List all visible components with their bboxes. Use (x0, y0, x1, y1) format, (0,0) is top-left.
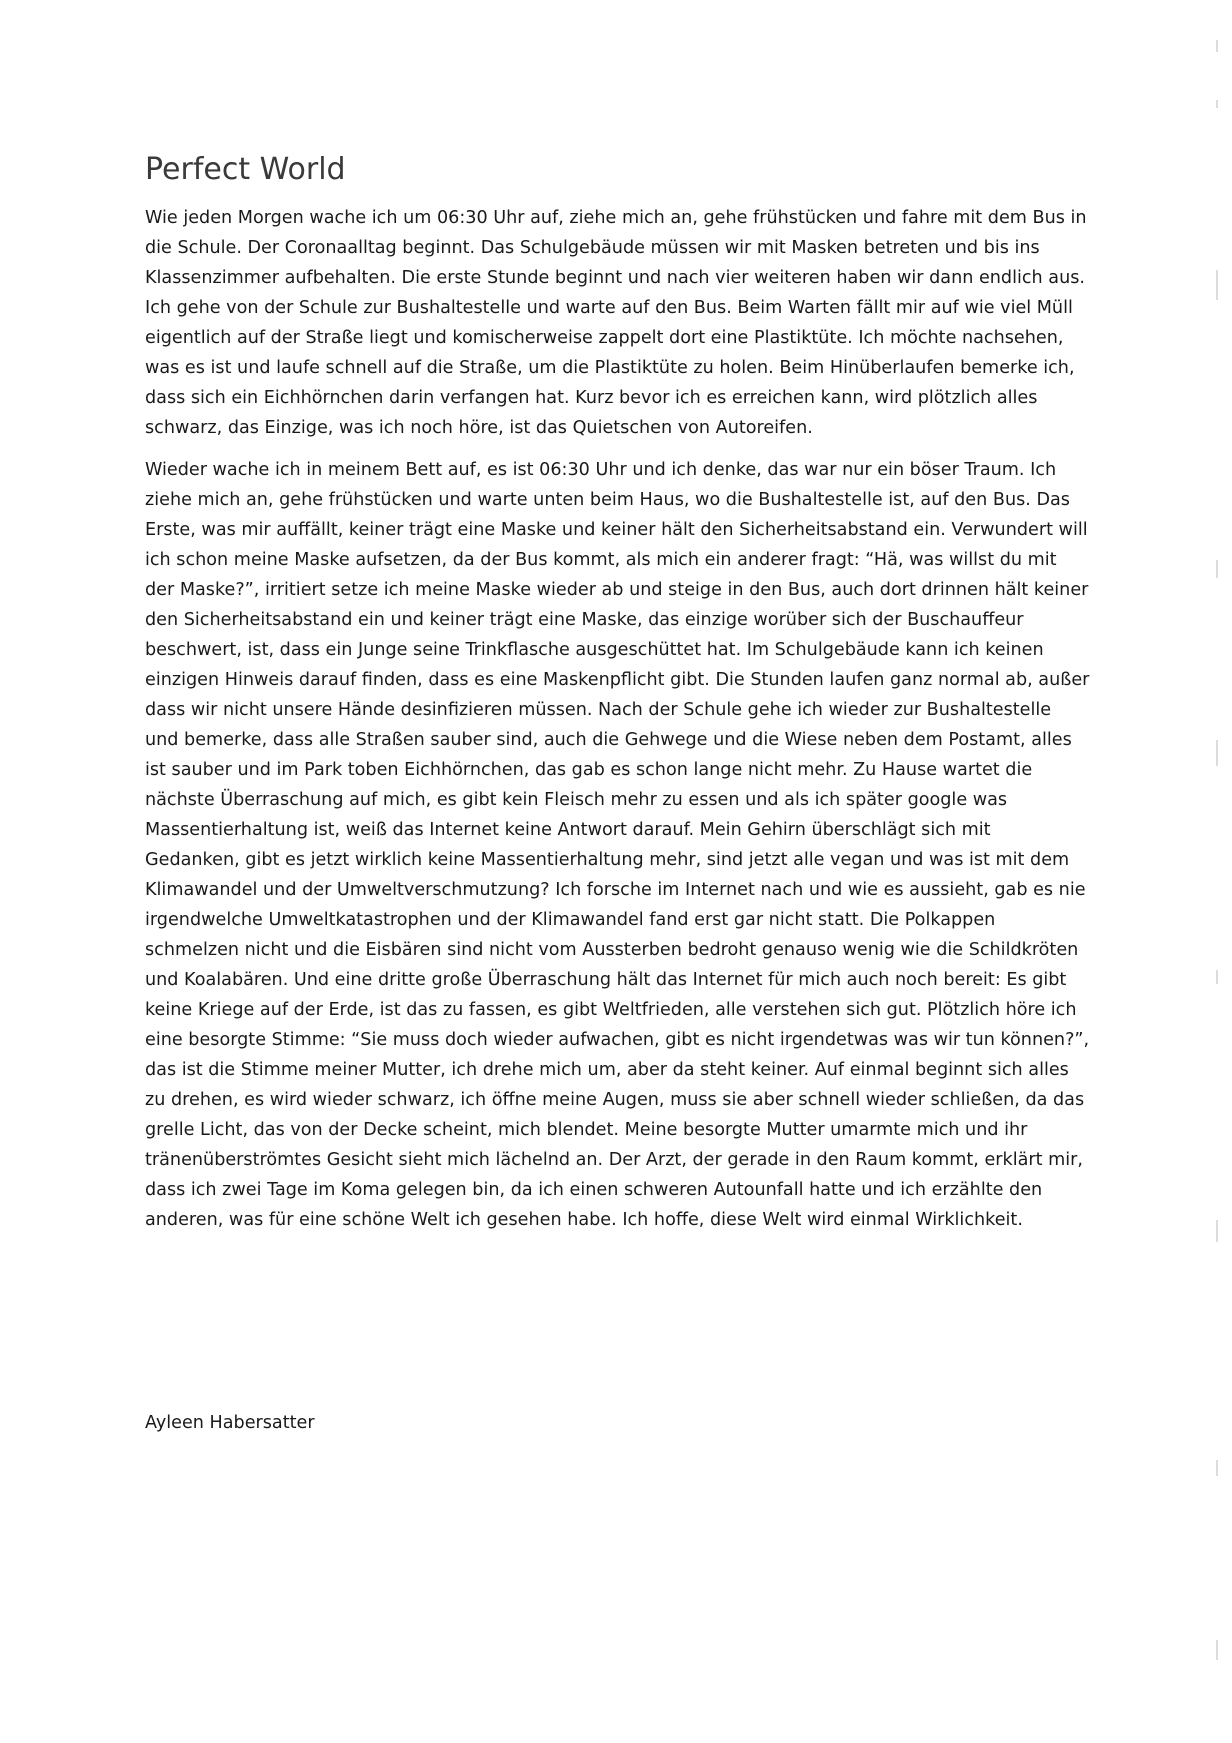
scan-mark (1216, 740, 1218, 766)
scan-mark (1216, 1220, 1218, 1242)
document-body (145, 150, 1090, 1247)
document-title: Perfect World (145, 152, 346, 187)
scan-mark (1216, 40, 1218, 52)
paragraph-1: Wie jeden Morgen wache ich um 06:30 Uhr auf, ziehe mich an, gehe frühstücken und fahre mit dem Bus in die Schule. Der Coronaalltag beginnt. Das Schulgebäude müssen wir mit Masken betreten und bis ins Klassenzimmer aufbehalten. Die erste Stunde beginnt und nach vier weiteren haben wir dann endlich aus. Ich gehe von der Schule zur Bushaltestelle und warte auf den Bus. Beim Warten fällt mir auf wie viel Müll eigentlich auf der Straße liegt und komischerweise zappelt dort eine Plastiktüte. Ich möchte nachsehen, was es ist und laufe schnell auf die Straße, um die Plastiktüte zu holen. Beim Hinüberlaufen bemerke ich, dass sich ein Eichhörnchen darin verfangen hat. Kurz bevor ich es erreichen kann, wird plötzlich alles schwarz, das Einzige, was ich noch höre, ist das Quietschen von Autoreifen. (145, 208, 1087, 438)
paragraph-2: Wieder wache ich in meinem Bett auf, es ist 06:30 Uhr und ich denke, das war nur ein böser Traum. Ich ziehe mich an, gehe frühstücken und warte unten beim Haus, wo die Bushaltestelle ist, auf den Bus. Das Erste, was mir auffällt, keiner trägt eine Maske und keiner hält den Sicherheitsabstand ein. Verwundert will ich schon meine Maske aufsetzen, da der Bus kommt, als mich ein anderer fragt: “Hä, was willst du mit der Maske?”, irritiert setze ich meine Maske wieder ab und steige in den Bus, auch dort drinnen hält keiner den Sicherheitsabstand ein und keiner trägt eine Maske, das einzige worüber sich der Buschauffeur beschwert, ist, dass ein Junge seine Trinkflasche ausgeschüttet hat. Im Schulgebäude kann ich keinen einzigen Hinweis darauf finden, dass es eine Maskenpflicht gibt. Die Stunden laufen ganz normal ab, außer dass wir nicht unsere Hände desinfizieren müssen. Nach der Schule gehe ich wieder zur Bushaltestelle und bemerke, dass alle Straßen sauber sind, auch die Gehwege und die Wiese neben dem Postamt, alles ist sauber und im Park toben Eichhörnchen, das gab es schon lange nicht mehr. Zu Hause wartet die nächste Überraschung auf mich, es gibt kein Fleisch mehr zu essen und als ich später google was Massentierhaltung ist, weiß das Internet keine Antwort darauf. Mein Gehirn überschlägt sich mit Gedanken, gibt es jetzt wirklich keine Massentierhaltung mehr, sind jetzt alle vegan und was ist mit dem Klimawandel und der Umweltverschmutzung? Ich forsche im Internet nach und wie es aussieht, gab es nie irgendwelche Umweltkatastrophen und der Klimawandel fand erst gar nicht statt. Die Polkappen schmelzen nicht und die Eisbären sind nicht vom Aussterben bedroht genauso wenig wie die Schildkröten und Koalabären. Und eine dritte große Überraschung hält das Internet für mich auch noch bereit: Es gibt keine Kriege auf der Erde, ist das zu fassen, es gibt Weltfrieden, alle verstehen sich gut. Plötzlich höre ich eine besorgte Stimme: “Sie muss doch wieder aufwachen, gibt es nicht irgendetwas was wir tun können?”, das ist die Stimme meiner Mutter, ich drehe mich um, aber da steht keiner. Auf einmal beginnt sich alles zu drehen, es wird wieder schwarz, ich öffne meine Augen, muss sie aber schnell wieder schließen, da das grelle Licht, das von der Decke scheint, mich blendet. Meine besorgte Mutter umarmte mich und ihr tränenüberströmtes Gesicht sieht mich lächelnd an. Der Arzt, der gerade in den Raum kommt, erklärt mir, dass ich zwei Tage im Koma gelegen bin, da ich einen schweren Autounfall hatte und ich erzählte den anderen, was für eine schöne Welt ich gesehen habe. Ich hoffe, diese Welt wird einmal Wirklichkeit. (145, 460, 1090, 1230)
scan-mark (1216, 970, 1218, 984)
scan-mark (1216, 1640, 1218, 1660)
author-name: Ayleen Habersatter (145, 1413, 315, 1433)
scan-edge-marks (1216, 40, 1222, 1700)
scan-mark (1216, 1460, 1218, 1476)
scan-mark (1216, 100, 1218, 108)
scan-mark (1216, 560, 1218, 578)
scan-mark (1216, 270, 1218, 300)
